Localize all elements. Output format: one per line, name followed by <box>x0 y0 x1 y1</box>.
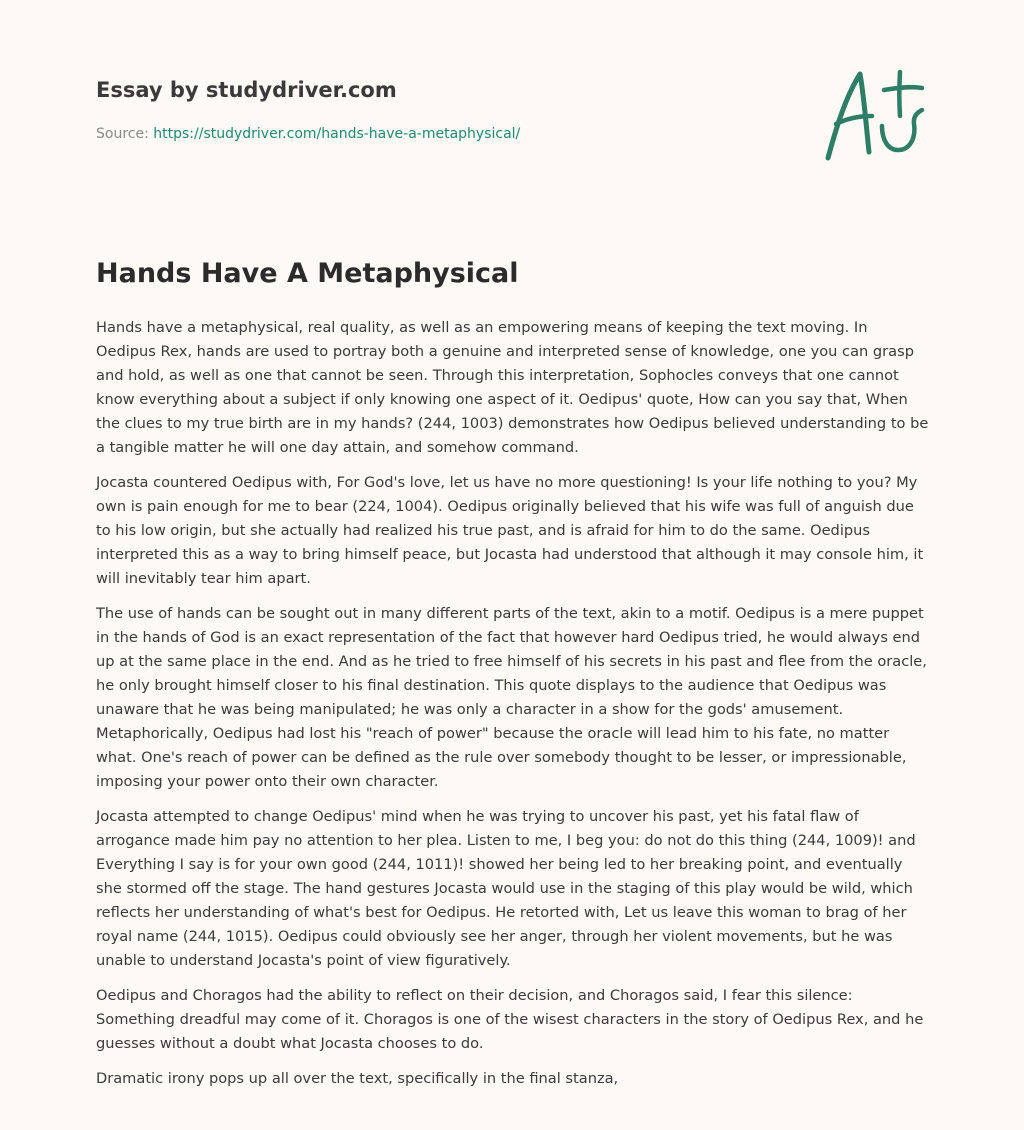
source-link[interactable]: https://studydriver.com/hands-have-a-metaphysical/ <box>153 126 521 142</box>
essay-paragraph: Hands have a metaphysical, real quality, as well as an empowering means of keeping the text moving. In Oedipus Rex, hands are used to portray both a genuine and interpreted sense of knowledge, one you can grasp and hold, as well as one that cannot be seen. Through this interpretation, Sophocles conveys that one cannot know everything about a subject if only knowing one aspect of it. Oedipus' quote, How can you say that, When the clues to my true birth are in my hands? (244, 1003) demonstrates how Oedipus believed understanding to be a tangible matter he will one day attain, and somehow command. <box>96 319 929 456</box>
site-brand: Essay by studydriver.com <box>96 78 397 102</box>
essay-body <box>96 316 930 1102</box>
essay-title: Hands Have A Metaphysical <box>96 258 519 289</box>
essay-header <box>96 76 796 144</box>
essay-paragraph: Oedipus and Choragos had the ability to reflect on their decision, and Choragos said, I fear this silence: Something dreadful may come of it. Choragos is one of the wisest characters in the story of Oedipus Rex, and he guesses without a doubt what Jocasta chooses to do. <box>96 987 924 1052</box>
essay-paragraph: Jocasta countered Oedipus with, For God's love, let us have no more questioning! Is your life nothing to you? My own is pain enough for me to bear (224, 1004). Oedipus originally believed that his wife was full of anguish due to his low origin, but she actually had realized his true past, and is afraid for him to do the same. Oedipus interpreted this as a way to bring himself peace, but Jocasta had understood that although it may console him, it will inevitably tear him apart. <box>96 474 924 587</box>
essay-paragraph: Jocasta attempted to change Oedipus' mind when he was trying to uncover his past, yet his fatal flaw of arrogance made him pay no attention to her plea. Listen to me, I beg you: do not do this thing (244, 1009)! and Everything I say is for your own good (244, 1011)! showed her being led to her breaking point, and eventually she stormed off the stage. The hand gestures Jocasta would use in the staging of this play would be wild, which reflects her understanding of what's best for Oedipus. He retorted with, Let us leave this woman to brag of her royal name (244, 1015). Oedipus could obviously see her anger, through her violent movements, but he was unable to understand Jocasta's point of view figuratively. <box>96 808 916 969</box>
a-plus-logo-icon <box>822 66 928 166</box>
source-label: Source: <box>96 126 149 142</box>
essay-paragraph: The use of hands can be sought out in many different parts of the text, akin to a motif. Oedipus is a mere puppet in the hands of God is an exact representation of the fact that however hard Oedipus tried, he would always end up at the same place in the end. And as he tried to free himself of his secrets in his past and flee from the oracle, he only brought himself closer to his final destination. This quote displays to the audience that Oedipus was unaware that he was being manipulated; he was only a character in a show for the gods' amusement. Metaphorically, Oedipus had lost his "reach of power" because the oracle will lead him to his fate, no matter what. One's reach of power can be defined as the rule over somebody thought to be lesser, or impressionable, imposing your power onto their own character. <box>96 605 927 790</box>
essay-paragraph: Dramatic irony pops up all over the text, specifically in the final stanza, <box>96 1070 619 1087</box>
source-line <box>96 124 796 144</box>
